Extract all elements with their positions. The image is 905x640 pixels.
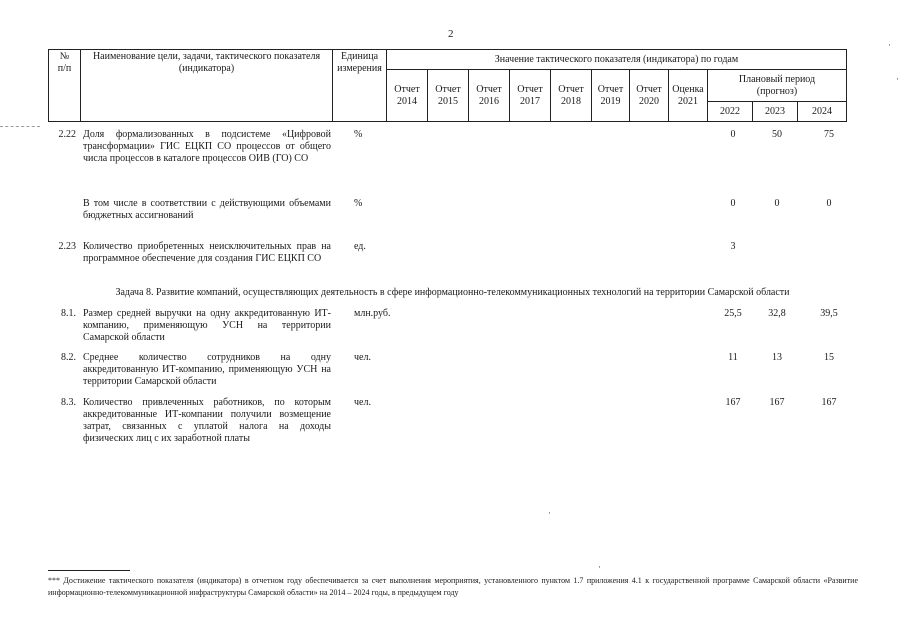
scan-speck: · bbox=[598, 562, 601, 572]
scan-artifact-line bbox=[0, 126, 40, 127]
row-num: 8.3. bbox=[61, 397, 76, 408]
row-name: Доля формализованных в подсистеме «Цифровой трансформации» ГИС ЕЦКП СО процессов от общего числа процессов в каталоге процессов ОИВ (ГО) СО bbox=[83, 129, 331, 164]
header-year-2020: Отчет 2020 bbox=[630, 70, 669, 122]
row-value-2023: 50 bbox=[772, 129, 782, 140]
scan-speck: · bbox=[896, 74, 899, 84]
row-value-2024: 0 bbox=[826, 198, 832, 209]
header-year-2017: Отчет 2017 bbox=[510, 70, 551, 122]
row-unit: чел. bbox=[354, 352, 371, 363]
row-value-2022: 11 bbox=[728, 352, 738, 363]
header-plan-2022: 2022 bbox=[708, 102, 753, 122]
row-value-2022: 167 bbox=[725, 397, 741, 408]
header-plan-2024: 2024 bbox=[798, 102, 847, 122]
row-name: Количество приобретенных неисключительных прав на программное обеспечение для создания ГИС ЕЦКП СО bbox=[83, 241, 331, 264]
scan-speck: · bbox=[548, 508, 551, 518]
row-unit: чел. bbox=[354, 397, 371, 408]
row-num: 2.23 bbox=[58, 241, 76, 252]
header-year-2016: Отчет 2016 bbox=[469, 70, 510, 122]
header-year-2015: Отчет 2015 bbox=[428, 70, 469, 122]
row-value-2024: 15 bbox=[824, 352, 834, 363]
row-value-2022: 3 bbox=[730, 241, 736, 252]
footnote-separator bbox=[48, 570, 130, 571]
row-value-2022: 0 bbox=[730, 129, 736, 140]
row-value-2024: 39,5 bbox=[820, 308, 838, 319]
header-year-2014: Отчет 2014 bbox=[387, 70, 428, 122]
indicator-table-header bbox=[48, 49, 847, 122]
header-plan-title: Плановый период (прогноз) bbox=[708, 70, 847, 102]
row-num: 8.2. bbox=[61, 352, 76, 363]
row-unit: млн.руб. bbox=[354, 308, 391, 319]
header-year-2021: Оценка 2021 bbox=[669, 70, 708, 122]
row-name: Размер средней выручки на одну аккредитованную ИТ-компанию, применяющую УСН на территории Самарской области bbox=[83, 308, 331, 343]
row-unit: % bbox=[354, 129, 363, 140]
header-plan-2023: 2023 bbox=[753, 102, 798, 122]
row-value-2024: 167 bbox=[821, 397, 837, 408]
row-name: Среднее количество сотрудников на одну аккредитованную ИТ-компанию, применяющую УСН на территории Самарской области bbox=[83, 352, 331, 387]
row-name: В том числе в соответствии с действующими объемами бюджетных ассигнований bbox=[83, 198, 331, 221]
header-name: Наименование цели, задачи, тактического показателя (индикатора) bbox=[81, 50, 333, 122]
page-number: 2 bbox=[448, 28, 454, 40]
row-value-2023: 13 bbox=[772, 352, 782, 363]
row-num: 2.22 bbox=[58, 129, 76, 140]
row-value-2022: 0 bbox=[730, 198, 736, 209]
row-num: 8.1. bbox=[61, 308, 76, 319]
row-value-2023: 0 bbox=[774, 198, 780, 209]
scan-speck: · bbox=[888, 40, 891, 50]
footnote: *** Достижение тактического показателя (индикатора) в отчетном году обеспечивается за счет выполнения мероприятия, установленного пунктом 1.7 приложения 4.1 к государственной программе Самарской области «Развитие информационно-телекоммуникационной инфраструктуры Самарской области» на 2014 – 2024 годы, в предыдущем году bbox=[48, 576, 858, 597]
header-num: № п/п bbox=[49, 50, 81, 122]
header-year-2018: Отчет 2018 bbox=[551, 70, 592, 122]
row-unit: ед. bbox=[354, 241, 366, 252]
header-year-2019: Отчет 2019 bbox=[592, 70, 630, 122]
task-heading: Задача 8. Развитие компаний, осуществляющих деятельность в сфере информационно-телекоммуникационных технологий на территории Самарской области bbox=[115, 287, 790, 298]
row-value-2023: 32,8 bbox=[768, 308, 786, 319]
row-value-2023: 167 bbox=[769, 397, 785, 408]
header-values-title: Значение тактического показателя (индикатора) по годам bbox=[387, 50, 847, 70]
row-unit: % bbox=[354, 198, 363, 209]
row-value-2022: 25,5 bbox=[724, 308, 742, 319]
row-name: Количество привлеченных работников, по которым аккредитованные ИТ-компании получили возмещение затрат, связанных с уплатой налога на доходы физических лиц с их заработной платы bbox=[83, 397, 331, 444]
header-unit: Единица измерения bbox=[333, 50, 387, 122]
row-value-2024: 75 bbox=[824, 129, 834, 140]
